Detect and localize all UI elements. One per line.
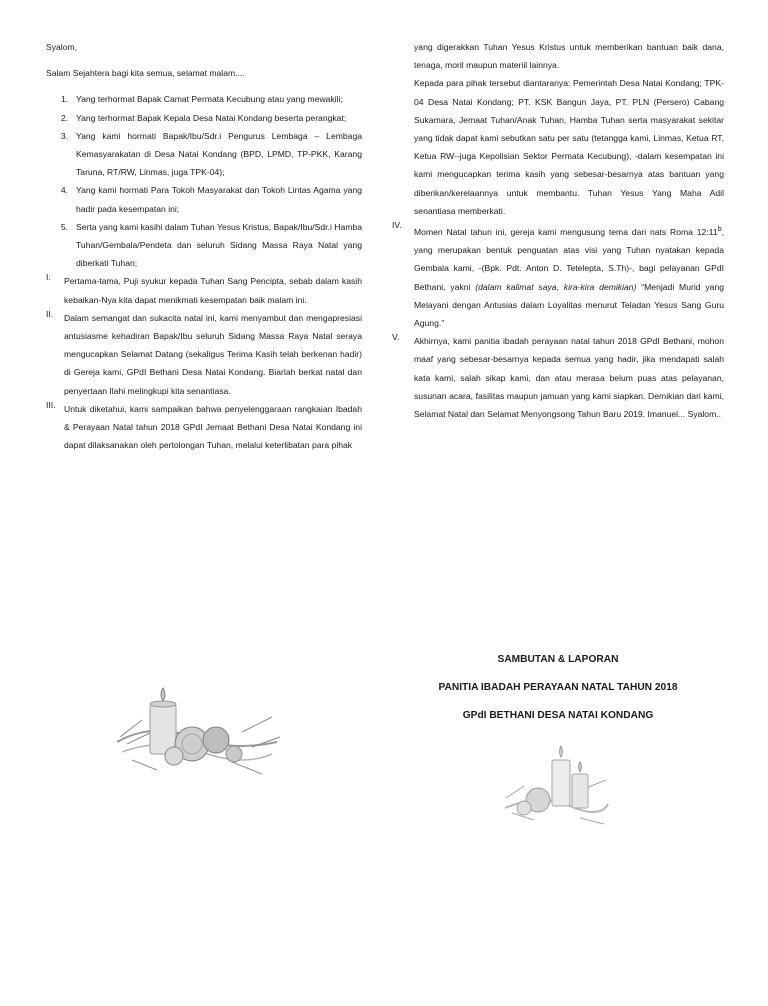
christmas-candle-ornaments-icon (112, 682, 282, 777)
section-2: II. Dalam semangat dan sukacita natal ini, kami menyambut dan mengapresiasi antusiasme kehadiran Bapak/Ibu seluruh Sidang Massa Raya Natal seraya mengucapkan Selamat Datang (sekaligus Terima Kasih telah berkenan hadir) di Gereja kami, GPdI Bethani Desa Natai Kondang. Biarlah berkat natal dan penyertaan Ilahi melingkupi kita senantiasa. (46, 308, 362, 396)
salutation: Salam Sejahtera bagi kita semua, selamat malam.... (46, 68, 245, 79)
section-1: I. Pertama-tama, Puji syukur kepada Tuhan Sang Pencipta, sebab dalam kasih kebaikan-Nya kita dapat menikmati kesempatan baik malam ini. (46, 272, 362, 305)
section-3: III. Untuk diketahui, kami sampaikan bahwa penyelenggaraan rangkaian Ibadah & Perayaan Natal tahun 2018 GPdI Jemaat Bethani Desa Natai Kondang ini dapat dilaksanakan oleh pertolongan Tuhan, melalui keterlibatan para pihak (46, 399, 362, 451)
cover-title-line-3: GPdI BETHANI DESA NATAI KONDANG (462, 710, 654, 721)
list-item: 3. Yang kami hormati Bapak/Ibu/Sdr.i Pengurus Lembaga – Lembaga Kemasyarakatan di Desa Natai Kondang (BPD, LPMD, TP-PKK, Karang Taruna, RT/RW, Linmas, juga TPK-04); (60, 130, 362, 178)
list-item: 5. Serta yang kami kasihi dalam Tuhan Yesus Kristus, Bapak/Ibu/Sdr.i Hamba Tuhan/Gembala/Pendeta dan seluruh Sidang Massa Raya Natal yang diberkati Tuhan; (60, 221, 362, 269)
cover-title (392, 650, 724, 734)
greeting: Syalom, (46, 42, 78, 52)
parties-text: Kepada para pihak tersebut diantaranya: Pemerintah Desa Natai Kondang; TPK-04 Desa Natai Kondang; PT. KSK Bangun Jaya, PT. PLN (Persero) Cabang Sukamara, Jemaat Tuhan/Anak Tuhan, Hamba Tuhan serta masyarakat sekitar yang tidak dapat kami sebutkan satu per satu (tetangga kami, Linmas, Ketua RT, Ketua RW--juga Kepolisian Sektor Permata Kecubung), -dalam kesempatan ini kami mengucapkan terima kasih yang sebesar-besarnya atas bantuan yang diberikan/kerelaannya untuk membantu. Tuhan Yesus Yang Maha Adil senantiasa memberkati. (414, 78, 724, 216)
cover-title-line-1: SAMBUTAN & LAPORAN (497, 654, 619, 665)
list-item: 1. Yang terhormat Bapak Camat Permata Kecubung atau yang mewakili; (60, 94, 343, 105)
section-4: IV. Momen Natal tahun ini, gereja kami mengusung tema dari nats Roma 12:11$^b$, yang merupakan bentuk penguatan atas visi yang Tuhan nyatakan kepada Gembala kami, -(Bpk. Pdt. Anton D. Tetelepta, S.Th)-, bagi pelayanan GPdI Bethani, yakni (dalam kalimat saya, kira-kira demikian) “Menjadi Murid yang Melayani dengan Antusias dalam Loyalitas menurut Teladan Yesus Sang Guru Agung.” (392, 220, 725, 328)
honorifics-list (46, 90, 362, 272)
cover-title-line-2: PANITIA IBADAH PERAYAAN NATAL TAHUN 2018 (438, 682, 678, 693)
continuation-text: yang digerakkan Tuhan Yesus Kristus untuk memberikan bantuan baik dana, tenaga, moril maupun materiil lainnya. (414, 42, 724, 71)
right-column (392, 38, 724, 423)
list-item: 4. Yang kami hormati Para Tokoh Masyarakat dan Tokoh Lintas Agama yang hadir pada kesempatan ini; (60, 185, 362, 214)
left-column (46, 38, 362, 454)
christmas-candles-icon (500, 738, 610, 826)
list-item: 2. Yang terhormat Bapak Kepala Desa Natai Kondang beserta perangkat; (60, 112, 347, 123)
section-5: V. Akhirnya, kami panitia ibadah perayaan natal tahun 2018 GPdI Bethani, mohon maaf yang sebesar-besarnya kepada semua yang hadir, jika mendapati salah kata kami, salah sikap kami, dan atau merasa belum puas atas pelayanan, susunan acara, fasilitas maupun jamuan yang kami siapkan. Demikian dari kami, Selamat Natal dan Selamat Menyongsong Tahun Baru 2019. Imanuel... Syalom.. (392, 332, 724, 419)
section-3-continuation (392, 38, 724, 220)
